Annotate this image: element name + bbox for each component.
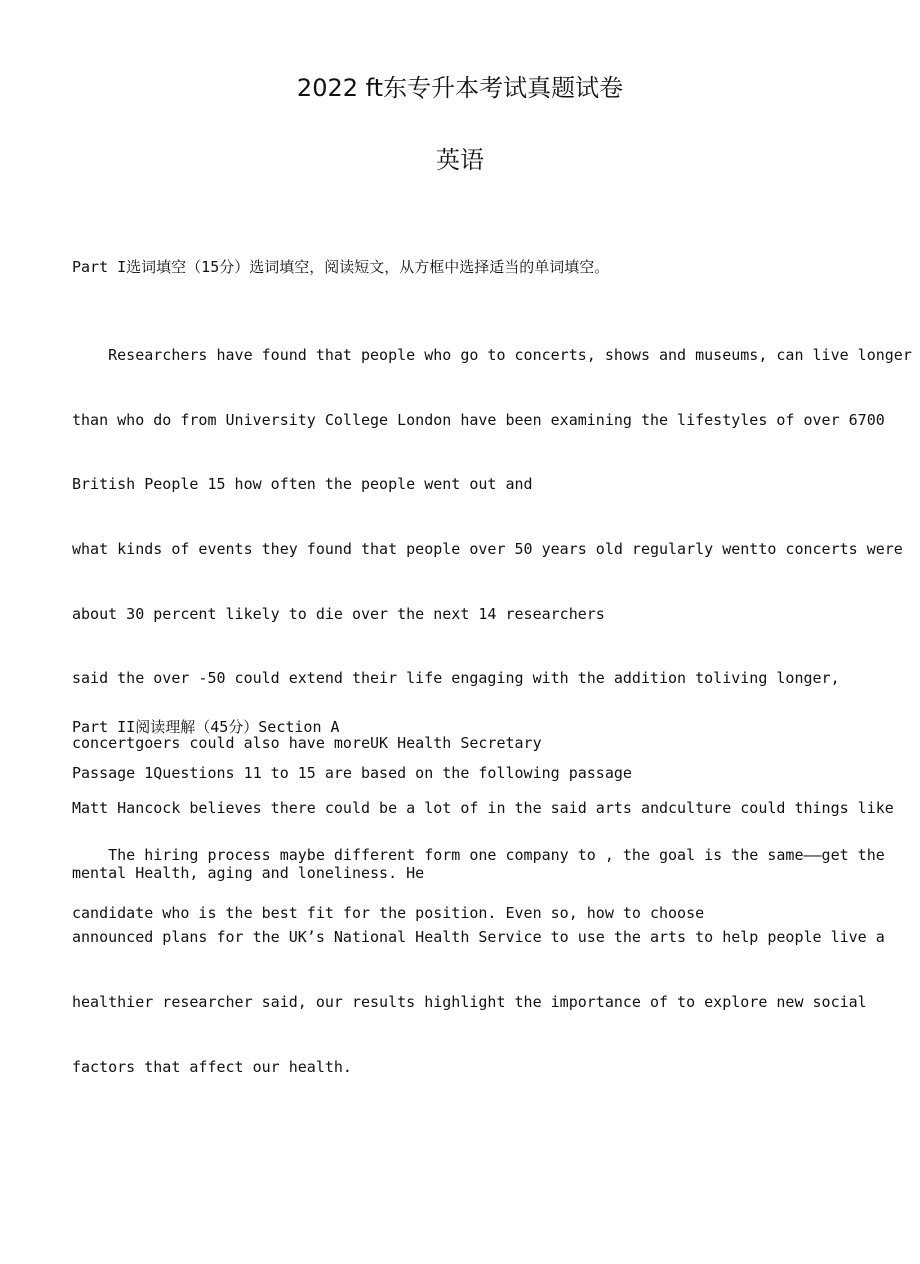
paragraph-line: concertgoers could also have moreUK Health Secretary — [72, 734, 542, 753]
part2-heading: Part II阅读理解（45分）Section A — [72, 718, 340, 736]
paragraph-line: healthier researcher said, our results highlight the importance of to explore new social — [72, 992, 867, 1011]
paragraph-line: about 30 percent likely to die over the next 14 researchers — [72, 604, 605, 623]
part1-heading: Part I选词填空（15分）选词填空，阅读短文，从方框中选择适当的单词填空。 — [72, 258, 610, 276]
paragraph-line: what kinds of events they found that people over 50 years old regularly wentto concerts were — [72, 540, 903, 559]
paragraph-line: British People 15 how often the people went out and — [72, 475, 533, 494]
paragraph-line: Matt Hancock believes there could be a lot of in the said arts andculture could things like — [72, 798, 894, 817]
paragraph-line: mental Health, aging and loneliness. He — [72, 863, 425, 882]
document-title: 2022 ft东专升本考试真题试卷 — [296, 74, 624, 102]
paragraph-line: said the over -50 could extend their life engaging with the addition toliving longer, — [72, 669, 840, 688]
paragraph-line: The hiring process maybe different form one company to , the goal is the same——get the — [72, 846, 885, 864]
paragraph-line: announced plans for the UK’s National Health Service to use the arts to help people live a — [72, 928, 885, 947]
paragraph-line: factors that affect our health. — [72, 1057, 352, 1076]
paragraph-line: candidate who is the best fit for the position. Even so, how to choose — [72, 904, 705, 922]
part1-paragraph — [72, 305, 912, 1117]
document-subject: 英语 — [436, 146, 484, 174]
paragraph-line: than who do from University College London have been examining the lifestyles of over 6700 — [72, 410, 885, 429]
paragraph-line: Researchers have found that people who go to concerts, shows and museums, can live longer — [72, 346, 912, 364]
passage1-intro: Passage 1Questions 11 to 15 are based on the following passage — [72, 764, 632, 782]
passage1-paragraph — [72, 808, 885, 960]
